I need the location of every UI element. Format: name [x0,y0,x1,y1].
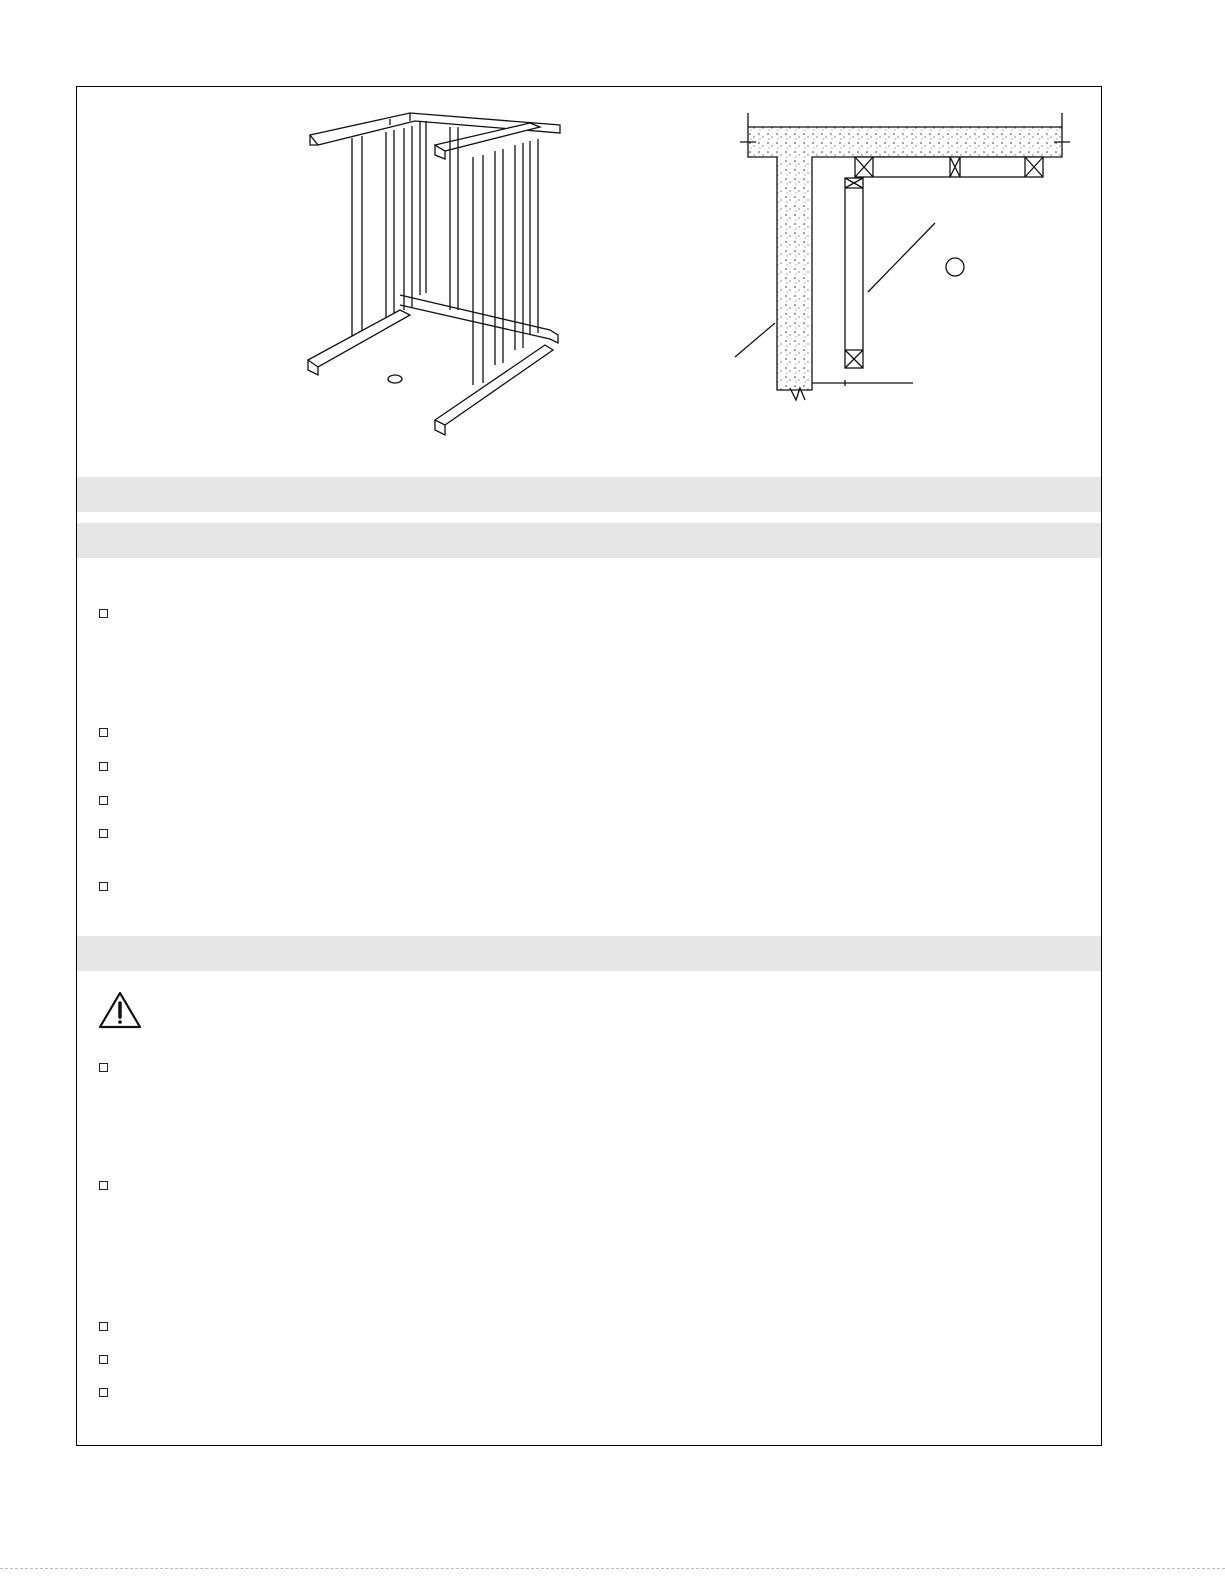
checkbox-icon [99,796,108,805]
checkbox-icon [99,1063,108,1072]
warning-triangle-icon [97,990,143,1030]
checkbox-icon [99,882,108,891]
framing-illustration [290,105,580,445]
checkbox-icon [99,1322,108,1331]
checkbox-icon [99,1181,108,1190]
section-header-3 [77,936,1101,971]
section-header-2 [77,523,1101,558]
wall-section-illustration [730,105,1090,415]
checkbox-icon [99,1388,108,1397]
page-bottom-rule [0,1568,1225,1569]
checkbox-icon [99,829,108,838]
checkbox-icon [99,762,108,771]
section-header-1 [77,477,1101,512]
checkbox-icon [99,728,108,737]
checkbox-icon [99,609,108,618]
checkbox-icon [99,1355,108,1364]
